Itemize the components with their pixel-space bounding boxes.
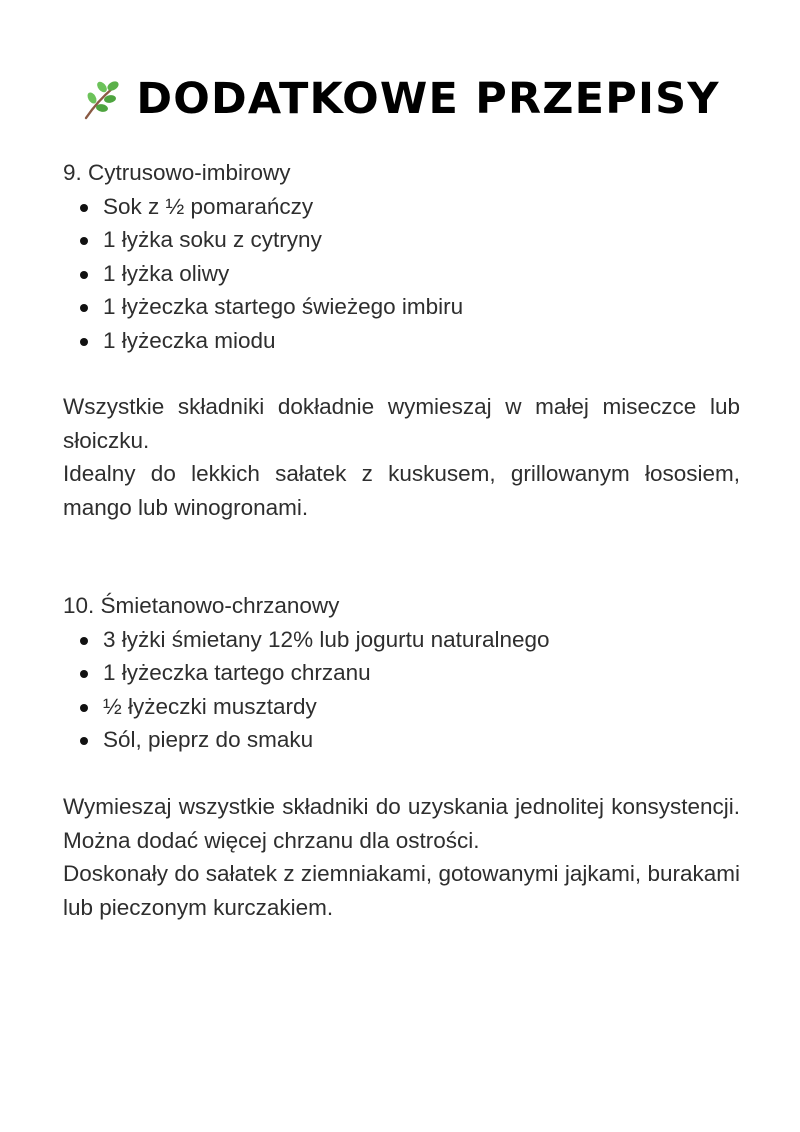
ingredient-item: 1 łyżka oliwy xyxy=(63,257,740,291)
instruction-paragraph: Wszystkie składniki dokładnie wymieszaj w małej miseczce lub słoiczku. xyxy=(63,394,740,453)
recipe-section xyxy=(63,589,740,757)
ingredient-item: 1 łyżeczka tartego chrzanu xyxy=(63,656,740,690)
ingredient-item: Sok z ½ pomarańczy xyxy=(63,190,740,224)
recipe-heading: 9. Cytrusowo-imbirowy xyxy=(63,160,291,185)
ingredient-item: 1 łyżeczka startego świeżego imbiru xyxy=(63,290,740,324)
ingredient-item: 1 łyżeczka miodu xyxy=(63,324,740,358)
ingredient-list xyxy=(63,190,740,358)
ingredient-list xyxy=(63,623,740,757)
serving-suggestion-paragraph: Idealny do lekkich sałatek z kuskusem, grillowanym łososiem, mango lub winogronami. xyxy=(63,461,740,520)
recipe-instructions xyxy=(63,790,740,924)
page-header xyxy=(0,68,800,130)
recipe-heading: 10. Śmietanowo-chrzanowy xyxy=(63,593,340,618)
page-title: DODATKOWE PRZEPISY xyxy=(136,74,720,124)
ingredient-item: 1 łyżka soku z cytryny xyxy=(63,223,740,257)
recipe-instructions xyxy=(63,390,740,524)
ingredient-item: Sól, pieprz do smaku xyxy=(63,723,740,757)
ingredient-item: 3 łyżki śmietany 12% lub jogurtu naturalnego xyxy=(63,623,740,657)
leaf-branch-icon xyxy=(80,79,122,121)
serving-suggestion-paragraph: Doskonały do sałatek z ziemniakami, gotowanymi jajkami, burakami lub pieczonym kurczakiem. xyxy=(63,861,740,920)
recipe-section xyxy=(63,156,740,357)
instruction-paragraph: Wymieszaj wszystkie składniki do uzyskania jednolitej konsystencji. Można dodać więcej chrzanu dla ostrości. xyxy=(63,794,740,853)
ingredient-item: ½ łyżeczki musztardy xyxy=(63,690,740,724)
